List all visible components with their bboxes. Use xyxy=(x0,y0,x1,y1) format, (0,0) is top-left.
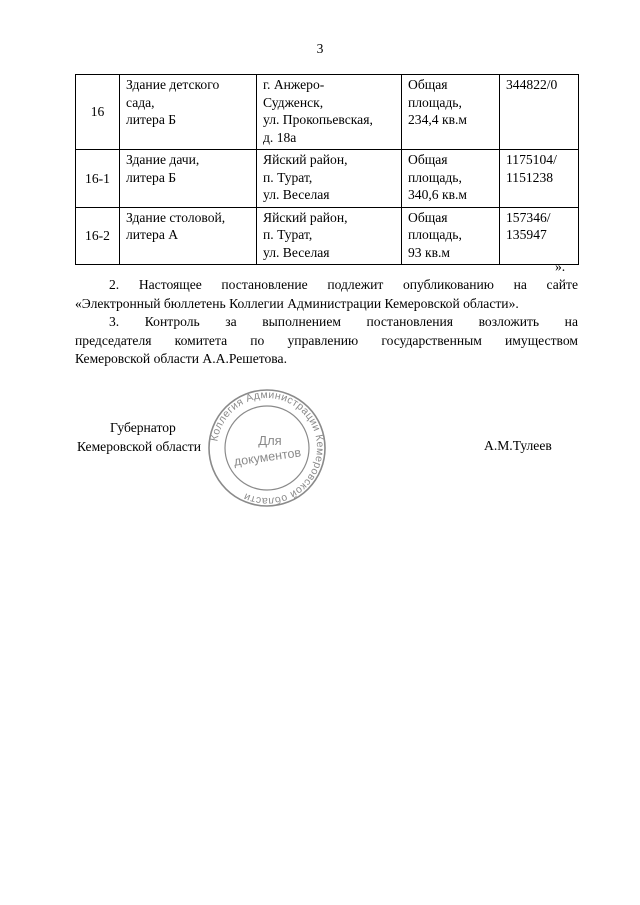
paragraph-3-line-3: Кемеровской области А.А.Решетова. xyxy=(75,351,287,366)
cell-row-number: 16 xyxy=(76,75,120,150)
stamp-ring-text: Коллегия Администрации Кемеровской области xyxy=(208,389,327,507)
cell-line: ул. Прокопьевская, xyxy=(263,112,373,127)
cell-line: сада, xyxy=(126,94,155,110)
cell-object-value xyxy=(500,150,579,208)
table-row xyxy=(76,75,579,150)
cell-line: 1175104/ xyxy=(506,152,557,167)
stamp-center-line-2: документов xyxy=(233,445,302,469)
signer-name: А.М.Тулеев xyxy=(484,438,552,453)
paragraph-3 xyxy=(75,313,578,369)
cell-line: 135947 xyxy=(506,227,547,242)
cell-line: литера А xyxy=(126,227,179,242)
paragraph-2-line-1: 2. Настоящее постановление подлежит опубликованию на сайте xyxy=(109,277,578,292)
cell-line: 93 кв.м xyxy=(408,244,451,260)
page-number: 3 xyxy=(316,41,324,56)
cell-object-name xyxy=(120,207,257,265)
table-row xyxy=(76,150,579,208)
cell-line: Общая xyxy=(408,152,448,167)
signer-role-line-2: Кемеровской области xyxy=(77,439,202,454)
paragraph-3-line-1: 3. Контроль за выполнением постановления возложить на xyxy=(109,314,578,329)
cell-line: Яйский район, xyxy=(263,209,348,225)
stamp-center-line-1: Для xyxy=(258,433,282,448)
cell-line: 234,4 кв.м xyxy=(408,112,468,127)
paragraph-2 xyxy=(75,276,578,313)
cell-line: 1151238 xyxy=(506,169,554,185)
cell-line: площадь, xyxy=(408,227,462,242)
cell-object-name xyxy=(120,150,257,208)
cell-line: п. Турат, xyxy=(263,227,313,242)
cell-line: 344822/0 xyxy=(506,77,558,92)
cell-object-area xyxy=(402,207,500,265)
table-row xyxy=(76,207,579,265)
cell-line: площадь, xyxy=(408,169,462,185)
paragraph-3-line-2: председателя комитета по управлению государственным имуществом xyxy=(75,332,578,348)
cell-object-value xyxy=(500,207,579,265)
cell-line: 157346/ xyxy=(506,209,551,225)
cell-object-value xyxy=(500,75,579,150)
property-table xyxy=(75,74,579,265)
cell-line: Общая xyxy=(408,77,448,92)
cell-object-area xyxy=(402,150,500,208)
cell-object-area xyxy=(402,75,500,150)
cell-line: ул. Веселая xyxy=(263,187,330,202)
cell-row-number: 16-2 xyxy=(76,207,120,265)
signer-role-line-1: Губернатор xyxy=(110,420,176,435)
cell-line: литера Б xyxy=(126,169,177,185)
cell-line: Здание детского xyxy=(126,77,220,92)
cell-line: Судженск, xyxy=(263,94,324,110)
cell-line: 340,6 кв.м xyxy=(408,187,468,202)
cell-object-name xyxy=(120,75,257,150)
cell-line: д. 18а xyxy=(263,129,297,145)
cell-object-address xyxy=(257,75,402,150)
cell-line: Здание дачи, xyxy=(126,152,200,167)
paragraph-2-line-2: «Электронный бюллетень Коллегии Администрации Кемеровской области». xyxy=(75,295,519,311)
closing-quote: ». xyxy=(555,259,566,274)
cell-line: литера Б xyxy=(126,112,177,127)
cell-object-address xyxy=(257,207,402,265)
cell-line: Здание столовой, xyxy=(126,209,226,225)
cell-line: Общая xyxy=(408,209,448,225)
cell-line: ул. Веселая xyxy=(263,244,330,260)
official-stamp xyxy=(202,389,332,507)
cell-row-number: 16-1 xyxy=(76,150,120,208)
property-table-body xyxy=(76,75,579,265)
cell-line: Яйский район, xyxy=(263,152,348,167)
cell-line: г. Анжеро- xyxy=(263,77,325,92)
cell-line: площадь, xyxy=(408,94,462,110)
cell-line: п. Турат, xyxy=(263,169,313,185)
cell-object-address xyxy=(257,150,402,208)
